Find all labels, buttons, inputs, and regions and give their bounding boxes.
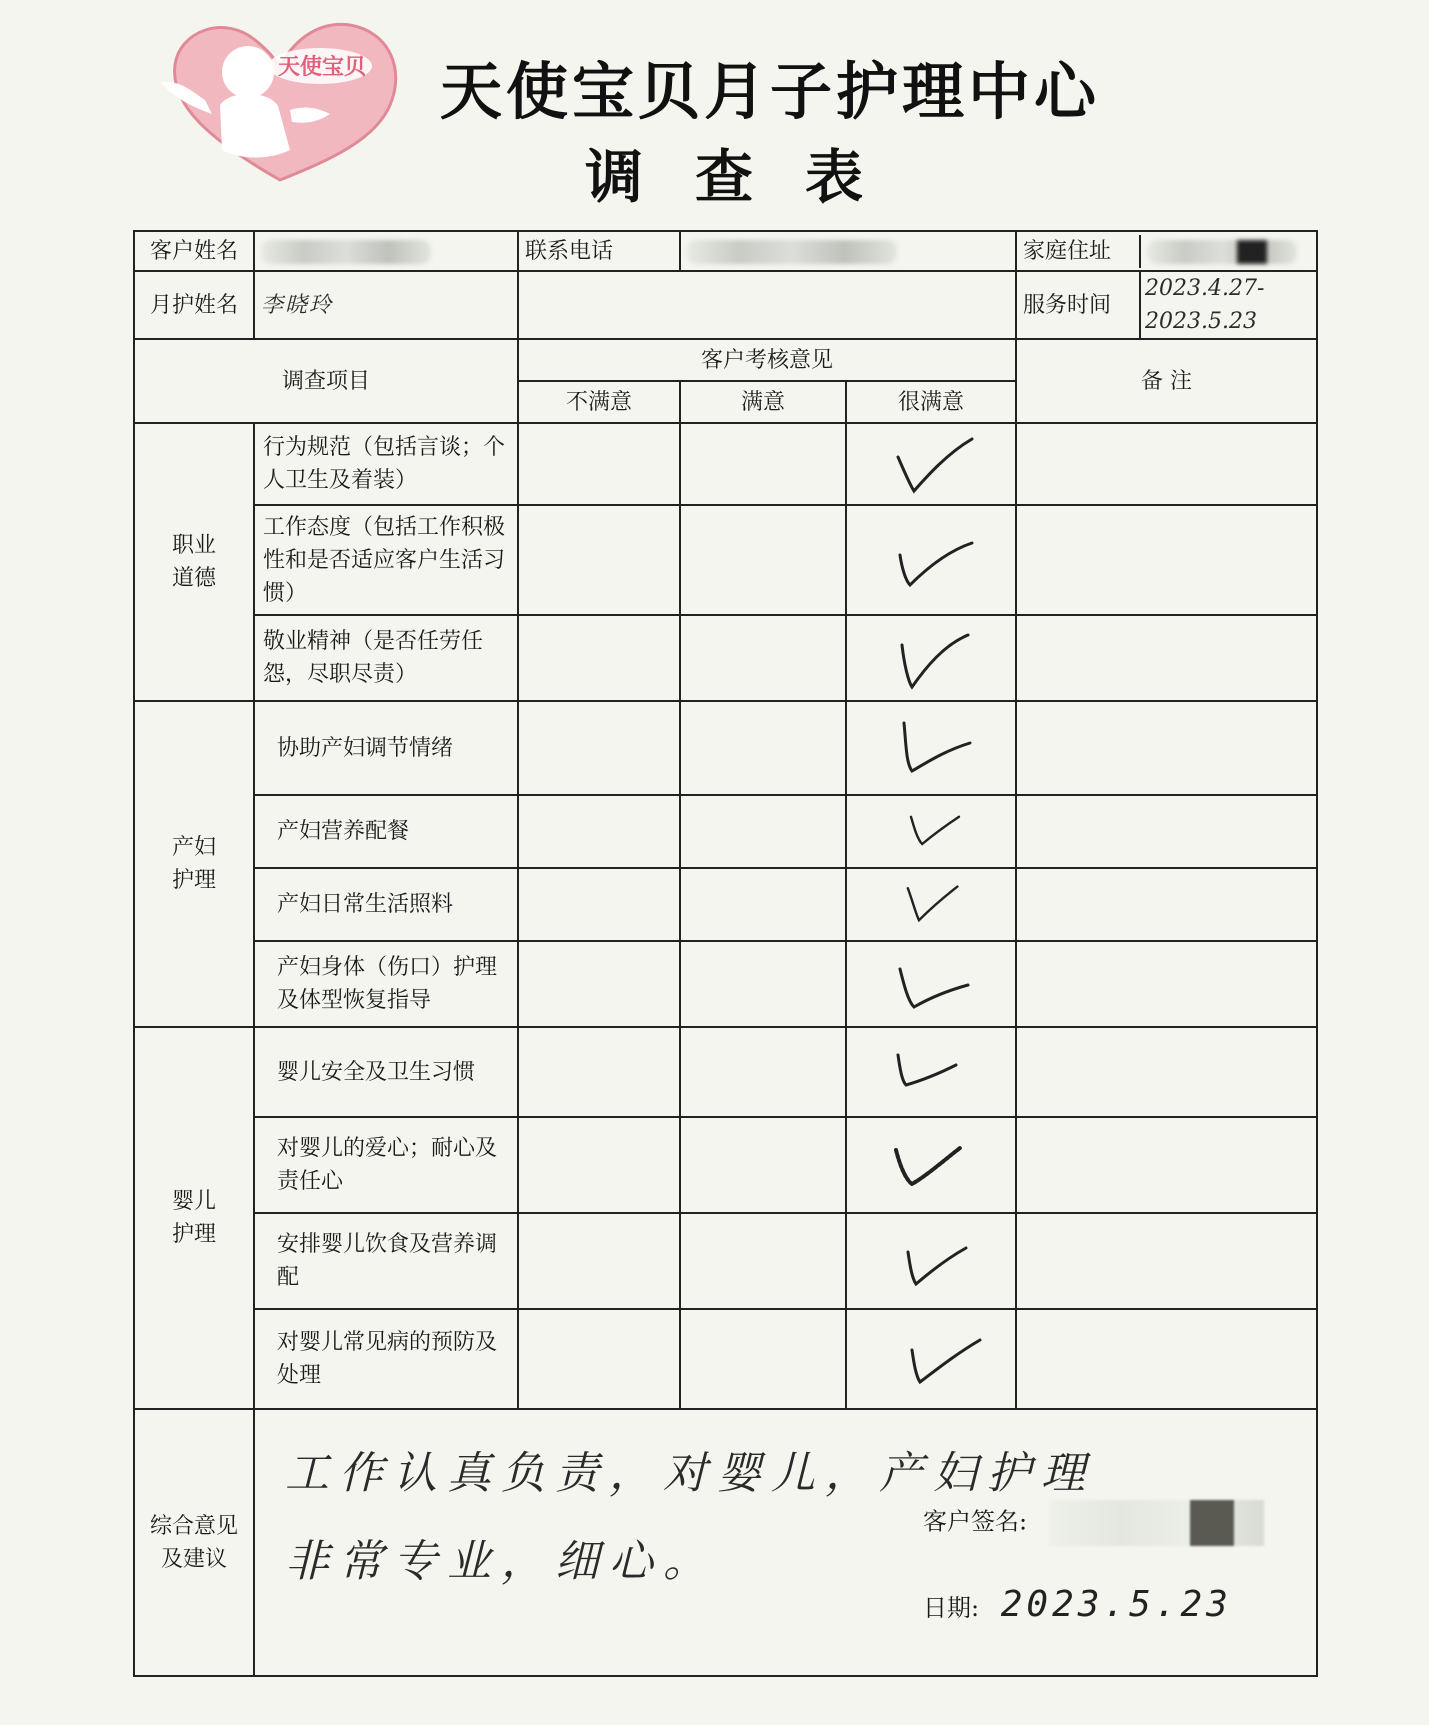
nurse-name-value: 李晓玲: [254, 271, 518, 339]
service-time-label: 服务时间: [1017, 272, 1140, 338]
survey-item: 产妇身体（伤口）护理及体型恢复指导: [254, 941, 518, 1027]
survey-item: 工作态度（包括工作积极性和是否适应客户生活习惯）: [254, 505, 518, 615]
satisfied-cell[interactable]: [680, 615, 846, 701]
customer-name-label: 客户姓名: [134, 231, 254, 271]
satisfied-cell[interactable]: [680, 868, 846, 941]
remarks-cell[interactable]: [1016, 795, 1317, 868]
survey-item: 敬业精神（是否任劳任怨，尽职尽责）: [254, 615, 518, 701]
address-value: [1140, 235, 1316, 268]
category-label: 婴儿 护理: [134, 1027, 254, 1409]
unsatisfied-cell[interactable]: [518, 1027, 680, 1117]
checkmark-icon: [876, 949, 986, 1019]
satisfied-cell[interactable]: [680, 423, 846, 505]
summary-label: 综合意见 及建议: [134, 1409, 254, 1676]
document-subtitle: 调查表: [585, 143, 916, 211]
very-satisfied-cell[interactable]: [846, 1117, 1016, 1213]
checkmark-icon: [876, 429, 986, 499]
very-satisfied-cell[interactable]: [846, 423, 1016, 505]
unsatisfied-cell[interactable]: [518, 505, 680, 615]
survey-item: 对婴儿常见病的预防及处理: [254, 1309, 518, 1409]
satisfied-cell[interactable]: [680, 1213, 846, 1309]
table-row: [134, 1309, 1317, 1409]
unsatisfied-cell[interactable]: [518, 701, 680, 795]
evaluation-header: 客户考核意见: [518, 339, 1016, 381]
satisfied-cell[interactable]: [680, 1309, 846, 1409]
checkmark-icon: [876, 1226, 986, 1296]
info-row-1: [134, 231, 1317, 271]
table-row: [134, 1117, 1317, 1213]
survey-items-header: 调查项目: [134, 339, 518, 423]
angel-heart-logo: [150, 10, 410, 190]
date-value: 2023.5.23: [1000, 1584, 1232, 1625]
satisfied-cell[interactable]: [680, 941, 846, 1027]
survey-item: 行为规范（包括言谈；个人卫生及着装）: [254, 423, 518, 505]
remarks-header: 备 注: [1016, 339, 1317, 423]
remarks-cell[interactable]: [1016, 1027, 1317, 1117]
date-label: 日期:: [923, 1594, 980, 1622]
unsatisfied-cell[interactable]: [518, 795, 680, 868]
survey-item: 产妇日常生活照料: [254, 868, 518, 941]
table-row: [134, 423, 1317, 505]
checkmark-icon: [876, 713, 986, 783]
service-inner: [1017, 272, 1316, 338]
info-row-2: [134, 271, 1317, 339]
checkmark-icon: [876, 804, 986, 860]
service-time-value: 2023.4.27-2023.5.23: [1145, 276, 1265, 334]
remarks-cell[interactable]: [1016, 701, 1317, 795]
signature-label: 客户签名:: [923, 1507, 1028, 1536]
very-satisfied-cell[interactable]: [846, 1213, 1016, 1309]
very-satisfied-cell[interactable]: [846, 795, 1016, 868]
checkmark-icon: [876, 525, 986, 595]
table-row: [134, 868, 1317, 941]
unsatisfied-cell[interactable]: [518, 941, 680, 1027]
service-time-cell: [1016, 271, 1317, 339]
remarks-cell[interactable]: [1016, 423, 1317, 505]
table-row: [134, 505, 1317, 615]
header-row-1: [134, 339, 1317, 381]
comment-line-1: 工作认真负责，对婴儿，产妇护理: [285, 1448, 1095, 1499]
category-label: 产妇 护理: [134, 701, 254, 1027]
unsatisfied-cell[interactable]: [518, 1309, 680, 1409]
very-satisfied-cell[interactable]: [846, 1309, 1016, 1409]
table-row: [134, 701, 1317, 795]
unsatisfied-cell[interactable]: [518, 615, 680, 701]
satisfied-cell[interactable]: [680, 505, 846, 615]
checkmark-icon: [876, 1130, 986, 1200]
phone-label: 联系电话: [518, 231, 680, 271]
summary-row: [134, 1409, 1317, 1676]
checkmark-icon: [876, 877, 986, 933]
remarks-cell[interactable]: [1016, 1213, 1317, 1309]
unsatisfied-cell[interactable]: [518, 1213, 680, 1309]
satisfied-cell[interactable]: [680, 795, 846, 868]
phone-value: [680, 231, 1016, 271]
checkmark-icon: [876, 1037, 986, 1107]
signature-redacted: [1049, 1500, 1264, 1546]
comment-line-2: 非常专业，细心。: [285, 1536, 717, 1587]
survey-item: 协助产妇调节情绪: [254, 701, 518, 795]
document-title: 天使宝贝月子护理中心: [440, 55, 1101, 128]
survey-item: 安排婴儿饮食及营养调配: [254, 1213, 518, 1309]
unsatisfied-cell[interactable]: [518, 1117, 680, 1213]
summary-comments-cell[interactable]: [254, 1409, 1317, 1676]
checkmark-icon: [876, 1324, 986, 1394]
logo-text: 天使宝贝: [278, 55, 367, 80]
survey-item: 婴儿安全及卫生习惯: [254, 1027, 518, 1117]
satisfied-cell[interactable]: [680, 701, 846, 795]
table-row: [134, 615, 1317, 701]
checkmark-icon: [876, 623, 986, 693]
remarks-cell[interactable]: [1016, 941, 1317, 1027]
survey-item: 对婴儿的爱心；耐心及责任心: [254, 1117, 518, 1213]
satisfied-header: 满意: [680, 381, 846, 423]
remarks-cell[interactable]: [1016, 1309, 1317, 1409]
remarks-cell[interactable]: [1016, 1117, 1317, 1213]
satisfied-cell[interactable]: [680, 1027, 846, 1117]
address-cell: [1016, 231, 1317, 271]
table-row: [134, 1213, 1317, 1309]
remarks-cell[interactable]: [1016, 868, 1317, 941]
table-row: [134, 941, 1317, 1027]
very-satisfied-cell[interactable]: [846, 868, 1016, 941]
very-satisfied-cell[interactable]: [846, 505, 1016, 615]
very-satisfied-cell[interactable]: [846, 615, 1016, 701]
very-satisfied-header: 很满意: [846, 381, 1016, 423]
very-satisfied-cell[interactable]: [846, 1027, 1016, 1117]
very-satisfied-cell[interactable]: [846, 941, 1016, 1027]
customer-name-value: [254, 231, 518, 271]
date-row: [923, 1584, 1232, 1625]
remarks-cell[interactable]: [1016, 615, 1317, 701]
unsatisfied-cell[interactable]: [518, 868, 680, 941]
table-row: [134, 1027, 1317, 1117]
survey-item: 产妇营养配餐: [254, 795, 518, 868]
table-row: [134, 795, 1317, 868]
signature-row: [923, 1500, 1264, 1546]
empty-cell: [518, 271, 1016, 339]
unsatisfied-header: 不满意: [518, 381, 680, 423]
nurse-name-label: 月护姓名: [134, 271, 254, 339]
address-label: 家庭住址: [1017, 235, 1140, 268]
address-inner: [1017, 235, 1316, 268]
remarks-cell[interactable]: [1016, 505, 1317, 615]
survey-table: [133, 230, 1318, 1677]
category-label: 职业 道德: [134, 423, 254, 701]
unsatisfied-cell[interactable]: [518, 423, 680, 505]
very-satisfied-cell[interactable]: [846, 701, 1016, 795]
satisfied-cell[interactable]: [680, 1117, 846, 1213]
